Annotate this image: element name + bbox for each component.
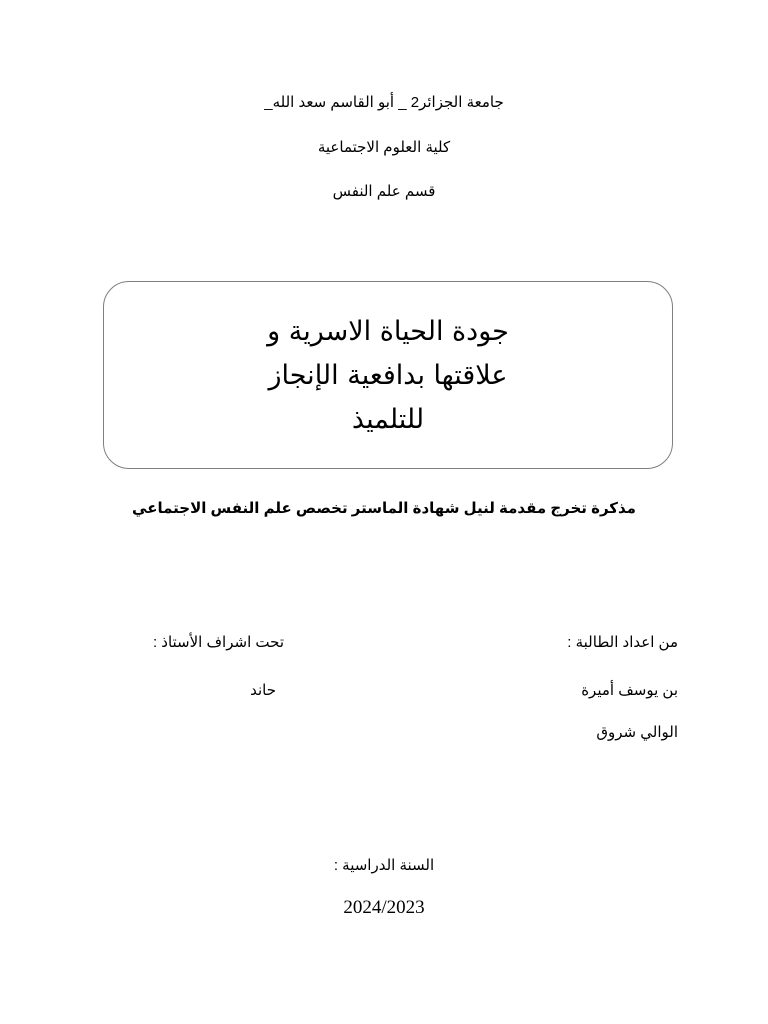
student-name-1: بن يوسف أميرة	[581, 682, 678, 699]
department-name: قسم علم النفس	[332, 183, 436, 200]
title-box	[103, 281, 673, 469]
university-name: جامعة الجزائر2 _ أبو القاسم سعد الله_	[264, 94, 504, 111]
thesis-title-line-1: جودة الحياة الاسرية و	[267, 316, 509, 347]
students-label: من اعداد الطالبة :	[567, 634, 678, 651]
thesis-title-line-2: علاقتها بدافعية الإنجاز	[268, 360, 508, 391]
student-name-2: الوالي شروق	[596, 724, 678, 741]
academic-year-value: 2024/2023	[343, 897, 425, 918]
thesis-title-line-3: للتلميذ	[351, 404, 425, 435]
thesis-subtitle: مذكرة تخرج مقدمة لنيل شهادة الماستر تخصص علم النفس الاجتماعي	[132, 500, 636, 517]
faculty-name: كلية العلوم الاجتماعية	[317, 139, 451, 156]
academic-year-label: السنة الدراسية :	[333, 857, 435, 874]
supervisor-name: حاند	[250, 682, 276, 699]
thesis-title	[104, 310, 672, 442]
supervisor-label: تحت اشراف الأستاذ :	[152, 634, 284, 651]
